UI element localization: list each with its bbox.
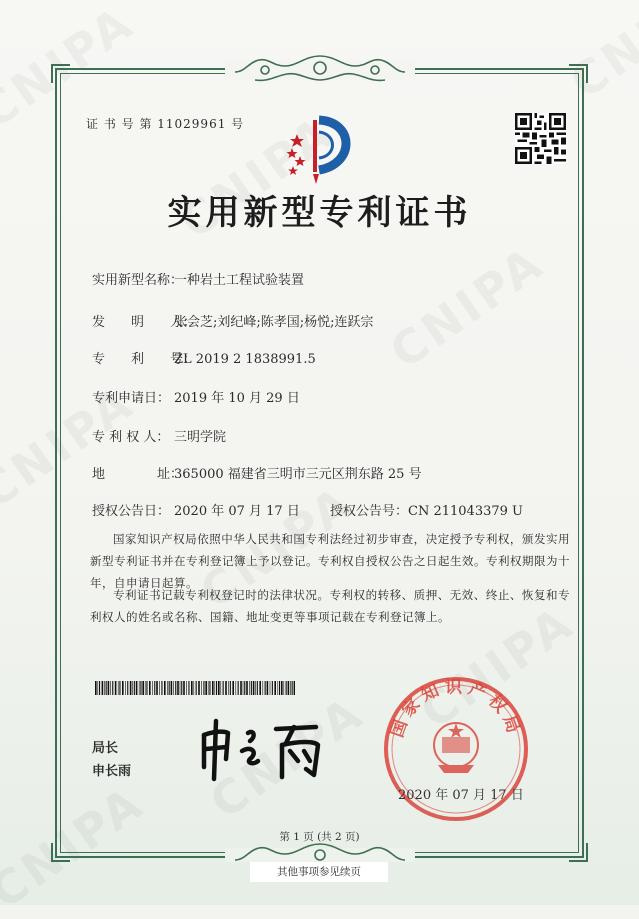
corner-ornament xyxy=(50,63,72,85)
barcode xyxy=(95,681,295,695)
corner-ornament xyxy=(567,841,589,863)
field-patent-number xyxy=(92,348,316,367)
field-value: 365000 福建省三明市三元区荆东路 25 号 xyxy=(174,467,422,482)
field-label: 发 明 人： xyxy=(92,315,197,330)
field-grant-number xyxy=(330,500,523,519)
field-value: CN 211043379 U xyxy=(408,504,523,519)
director-title: 局长 xyxy=(92,741,119,756)
field-grant-date xyxy=(92,500,300,519)
field-filing-date xyxy=(92,387,300,406)
seal-date: 2020 年 07 月 17 日 xyxy=(398,788,524,803)
corner-ornament xyxy=(567,63,589,85)
field-utility-model-name xyxy=(92,269,304,288)
certificate-number: 证 书 号 第 11029961 号 xyxy=(86,117,245,131)
field-value: 三明学院 xyxy=(174,430,227,445)
continued-notice: 其他事项参见续页 xyxy=(250,862,388,882)
page-number: 第 1 页 (共 2 页) xyxy=(279,831,360,843)
seal-text: 国家知识产权局 xyxy=(387,677,525,741)
field-value: 2019 年 10 月 29 日 xyxy=(174,391,300,406)
field-value: ZL 2019 2 1838991.5 xyxy=(174,352,316,367)
director-signature xyxy=(190,715,340,785)
qr-code xyxy=(515,113,566,164)
top-ornament xyxy=(225,50,415,86)
certificate-title: 实用新型专利证书 xyxy=(167,193,472,233)
statement-paragraph: 国家知识产权局依照中华人民共和国专利法经过初步审查，决定授予专利权，颁发实用新型专利证书并在专利登记簿上予以登记。专利权自授权公告之日起生效。专利权期限为十年，自申请日起算。 xyxy=(90,532,570,590)
field-address xyxy=(92,463,422,482)
field-label: 专 利 号： xyxy=(92,352,197,367)
field-label: 授权公告日： xyxy=(92,504,171,519)
field-label: 实用新型名称： xyxy=(92,273,184,288)
field-label: 授权公告号： xyxy=(330,504,409,519)
field-value: 张会芝;刘纪峰;陈孝国;杨悦;连跃宗 xyxy=(174,315,374,330)
statement-paragraph: 专利证书记载专利权登记时的法律状况。专利权的转移、质押、无效、终止、恢复和专利权人的姓名或名称、国籍、地址变更等事项记载在专利登记簿上。 xyxy=(90,588,570,624)
field-label: 专利申请日： xyxy=(92,391,171,406)
cnipa-logo xyxy=(285,112,355,187)
corner-ornament xyxy=(50,841,72,863)
field-inventor xyxy=(92,311,374,330)
director-name: 申长雨 xyxy=(92,764,132,779)
field-label: 地 址： xyxy=(92,467,184,482)
field-value: 一种岩土工程试验装置 xyxy=(174,273,305,288)
field-value: 2020 年 07 月 17 日 xyxy=(174,504,300,519)
field-patentee xyxy=(92,426,226,445)
field-label: 专 利 权 人： xyxy=(92,430,170,445)
